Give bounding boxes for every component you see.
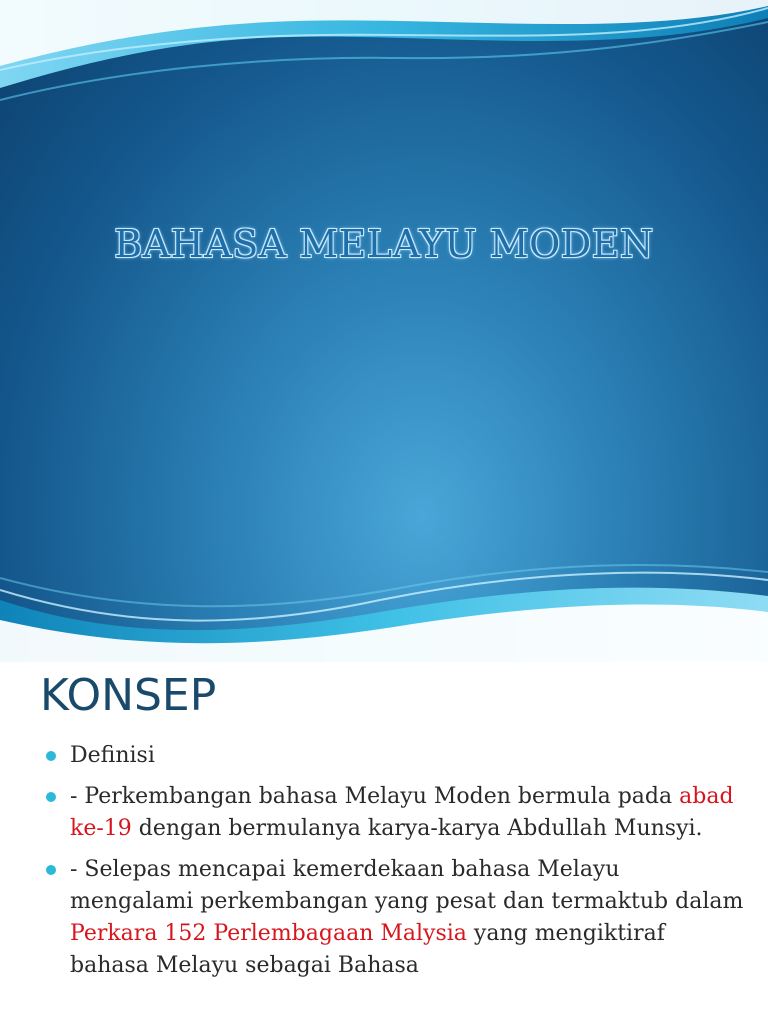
- slide-title: BAHASA MELAYU MODEN: [114, 222, 654, 266]
- highlight-text: abad ke-19: [70, 784, 734, 841]
- bullet-text: dengan bermulanya karya-karya Abdullah Munsyi.: [131, 816, 703, 841]
- list-item: [44, 854, 744, 982]
- highlight-text: Perkara 152 Perlembagaan Malysia: [70, 921, 467, 946]
- bullet-list: [44, 740, 744, 991]
- bullet-text: - Selepas mencapai kemerdekaan bahasa Melayu mengalami perkembangan yang pesat dan termaktub dalam: [70, 857, 744, 914]
- bullet-dot-icon: [46, 751, 56, 761]
- list-item: [44, 781, 744, 845]
- content-slide: [0, 662, 768, 1024]
- bullet-dot-icon: [46, 865, 56, 875]
- section-heading: KONSEP: [40, 670, 217, 721]
- bullet-text: yang mengiktiraf bahasa Melayu sebagai Bahasa: [70, 921, 665, 978]
- list-item: [44, 740, 744, 772]
- bullet-text: Definisi: [70, 743, 155, 768]
- bullet-text: - Perkembangan bahasa Melayu Moden bermula pada: [70, 784, 680, 809]
- bullet-dot-icon: [46, 792, 56, 802]
